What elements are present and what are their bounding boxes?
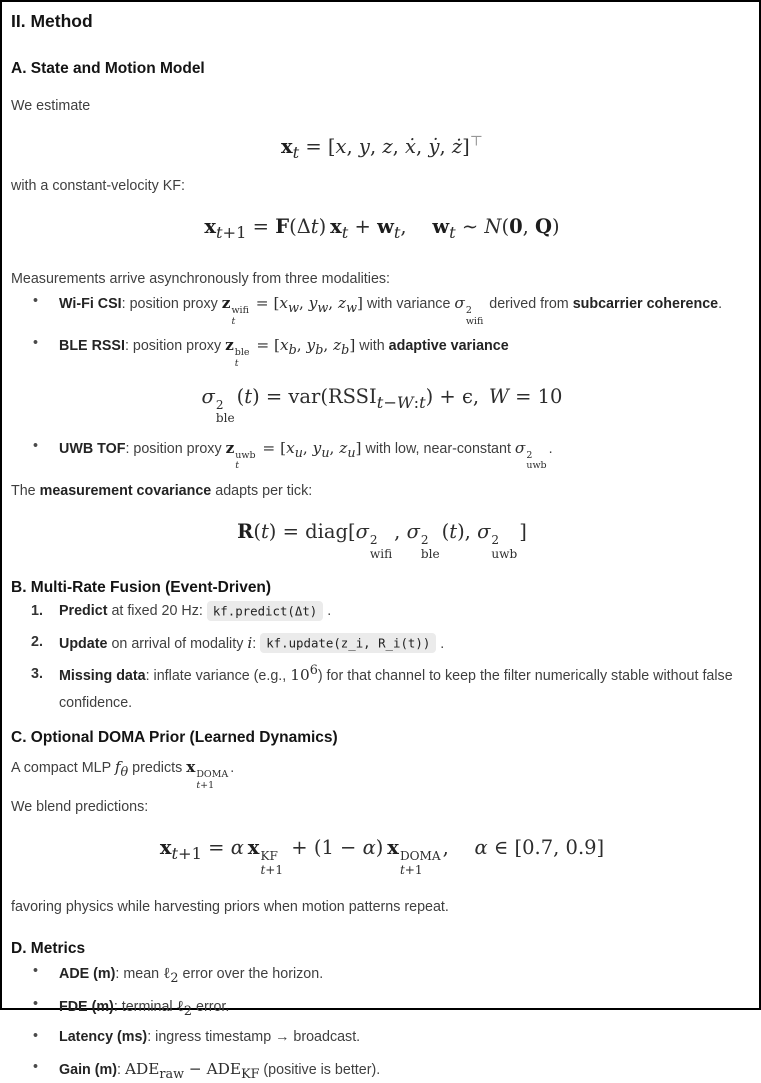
equation-measurement-covariance: R(t) = diag[σ 2 wifi , σ 2 ble (t), σ 2 uwb ]: [237, 519, 527, 561]
fusion-steps-list: [11, 598, 753, 716]
doc-title: II. Method: [11, 11, 93, 31]
list-item-ade: • ADE (m): mean ℓ$_2$ error over the horizon.: [11, 959, 753, 987]
list-item-ble-text: BLE RSSI: position proxy z ble t = [$x_b$, $y_b$, $z_b$] with adaptive variance: [59, 336, 509, 369]
paragraph-we-estimate: We estimate: [11, 97, 91, 114]
metrics-list: [11, 959, 753, 1083]
list-item-ble-rssi: [11, 331, 753, 425]
paragraph-blend-intro: We blend predictions:: [11, 799, 149, 816]
paragraph-measurements: Measurements arrive asynchronously from three modalities:: [11, 270, 391, 287]
list-item-latency: • Latency (ms): ingress timestamp → broadcast.: [11, 1024, 753, 1050]
section-b-heading: B. Multi-Rate Fusion (Event-Driven): [11, 579, 272, 597]
list-item-missing-data: Missing data: inflate variance (e.g., $10^6$) for that channel to keep the filter numerically stable without false confidence.: [59, 663, 733, 711]
list-item-gain: • Gain (m): $ADE_{raw} - ADE_{KF}$ (positive is better).: [11, 1055, 753, 1083]
section-d-heading: D. Metrics: [11, 940, 86, 958]
equation-ble-variance: σ 2 ble $(t) = var(RSSI_{t-W:t}) + \epsilon$, W = 10: [201, 384, 563, 426]
list-item-predict: Predict at fixed 20 Hz: kf.predict(Δt) .: [11, 598, 753, 624]
paragraph-measurement-covariance: The measurement covariance adapts per tick:: [11, 483, 313, 500]
modality-list: [11, 289, 753, 472]
list-item-uwb-tof: • UWB TOF: position proxy z uwb t = [$x_u$, $y_u$, $z_u$] with low, near-constant σ 2 uwb .: [11, 434, 753, 472]
section-c-heading: C. Optional DOMA Prior (Learned Dynamics): [11, 729, 338, 747]
paragraph-constant-velocity: with a constant-velocity KF:: [11, 177, 186, 194]
list-item-update: Update on arrival of modality i: kf.update(z_i, R_i(t)) .: [59, 633, 445, 652]
paragraph-favoring-physics: favoring physics while harvesting priors when motion patterns repeat.: [11, 899, 449, 916]
section-a-heading: A. State and Motion Model: [11, 59, 205, 77]
list-item-fde: • FDE (m): terminal ℓ$_2$ error.: [11, 992, 753, 1020]
paragraph-mlp-prior: A compact MLP $f_\theta$ predicts x DOMA t+1 .: [11, 758, 235, 791]
list-item-wifi-csi: • Wi-Fi CSI: position proxy z wifi t = [$x_w$, $y_w$, $z_w$] with variance σ 2 wifi derived from subcarrier coherence.: [11, 289, 753, 327]
equation-motion-model: $x_{t+1} = F(\Delta t) x_t + w_t$, $w_t$ ∼ N(0, Q): [204, 215, 560, 243]
equation-state-vector: $x_t = [x$, y, z, ẋ, ẏ, ż]⊤: [281, 133, 483, 162]
equation-blend: $x_{t+1} = \alpha$ x KF t+1 + (1 − α) x DOMA t+1 , α ∈ [0.7, 0.9]: [159, 836, 605, 877]
